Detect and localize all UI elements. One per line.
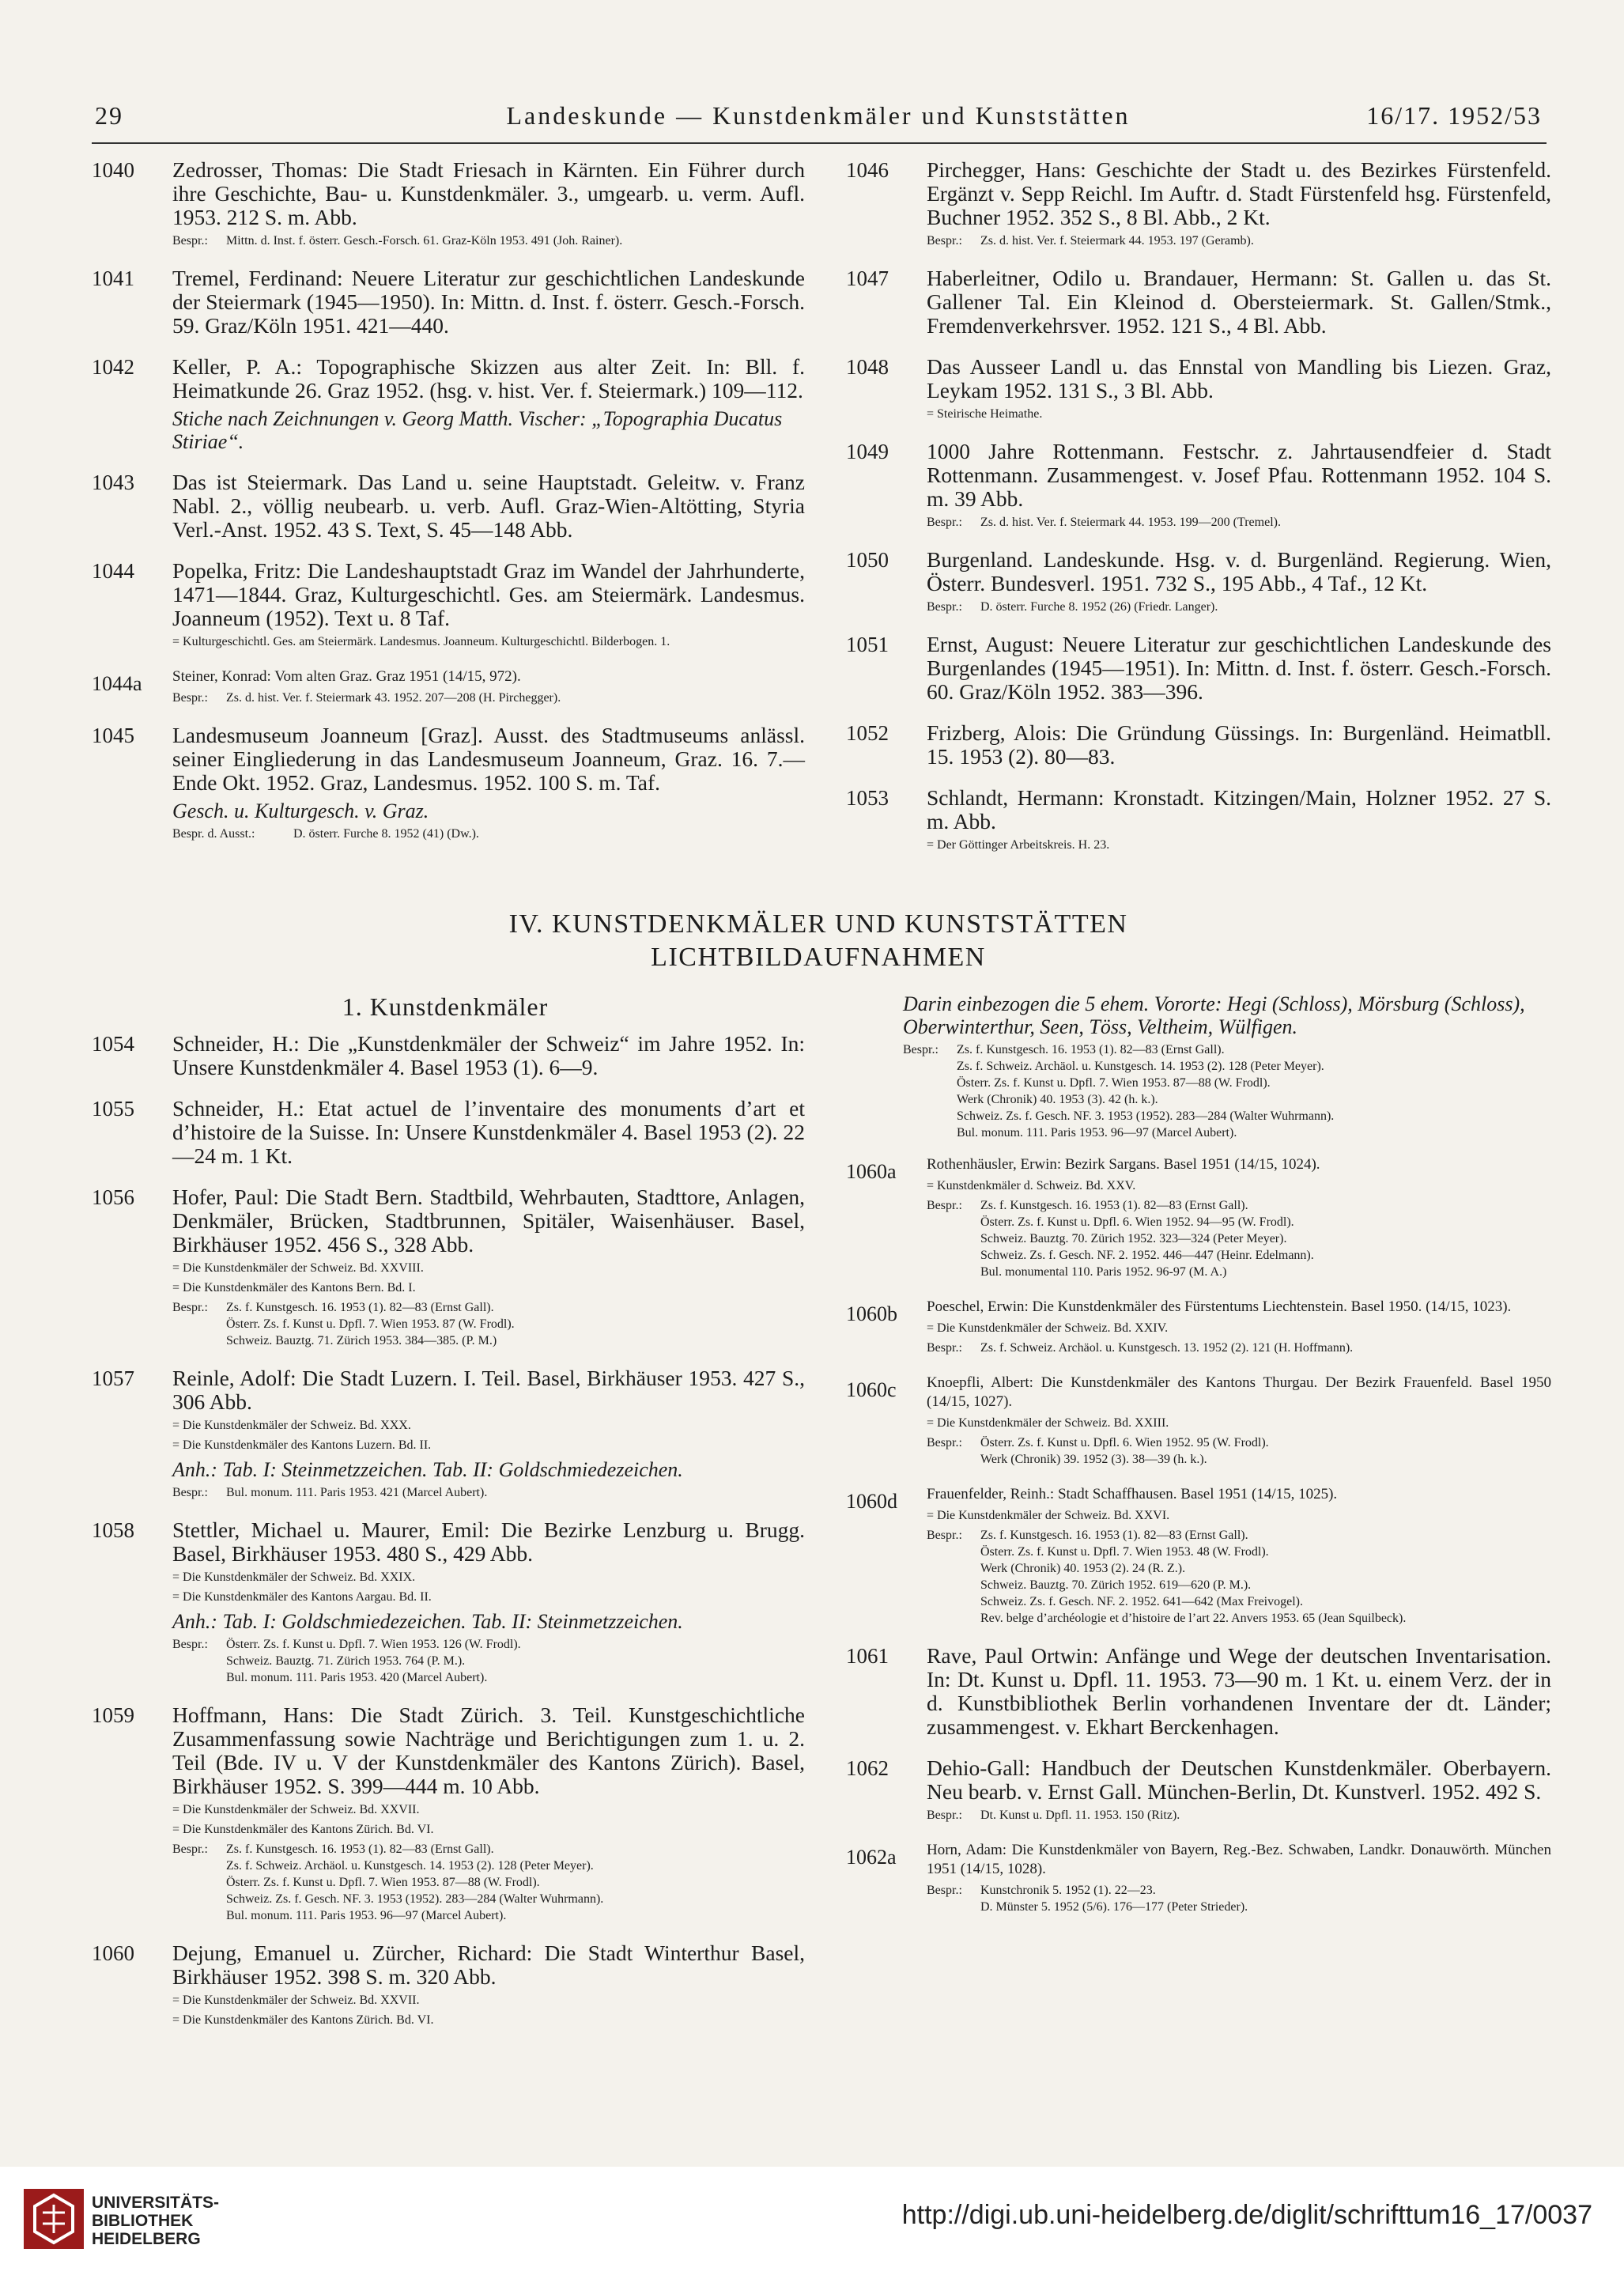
review-text: Zs. d. hist. Ver. f. Steiermark 44. 1953. 199—200 (Tremel). <box>980 516 1281 529</box>
bibliography-entry <box>85 1097 805 1168</box>
entry-number: 1053 <box>846 786 889 810</box>
bibliography-entry <box>840 266 1551 338</box>
entry-review <box>172 690 805 706</box>
series-note: = Der Göttinger Arbeitskreis. H. 23. <box>927 838 1110 852</box>
column-bottom-left <box>85 1032 805 2046</box>
bibliography-entry <box>840 1374 1551 1468</box>
entry-number: 1044a <box>92 672 142 695</box>
bibliography-entry <box>85 471 805 542</box>
entry-number: 1060 <box>92 1941 134 1965</box>
series-note: = Die Kunstdenkmäler der Schweiz. Bd. XXVII. <box>172 1994 420 2007</box>
running-title: Landeskunde — Kunstdenkmäler und Kunststätten <box>506 101 1131 130</box>
bibliography-entry <box>85 158 805 249</box>
review-text: Österr. Zs. f. Kunst u. Dpfl. 6. Wien 1952. 95 (W. Frodl). Werk (Chronik) 39. 1952 (3). 38—39 (h. k.). <box>980 1436 1269 1466</box>
bibliography-entry <box>840 355 1551 422</box>
entry-number: 1060a <box>846 1160 897 1183</box>
entry-review <box>172 826 805 842</box>
bibliography-entry <box>840 1644 1551 1739</box>
review-text: Zs. f. Kunstgesch. 16. 1953 (1). 82—83 (Ernst Gall). Österr. Zs. f. Kunst u. Dpfl. 7. Wien 1953. 48 (W. Frodl). Werk (Chronik) 40. 1953 (2). 24 (R. Z.). Schweiz. Bauztg. 70. Zürich 1952. 619—620 (P. M.). Schweiz. Zs. f. Gesch. NF. 2. 1952. 641—642 (Max Freivogel). Rev. belge d’archéologie et d’histoire de l’art 22. Anvers 1953. 65 (Jean Squilbeck). <box>980 1529 1407 1625</box>
section-subtitle: LICHTBILDAUFNAHMEN <box>651 943 986 972</box>
series-note: = Die Kunstdenkmäler des Kantons Zürich. Bd. VI. <box>172 1823 434 1836</box>
bibliography-entry <box>85 1518 805 1686</box>
entry-text: Tremel, Ferdinand: Neuere Literatur zur geschichtlichen Landeskunde der Steiermark (1945—1950). In: Mittn. d. Inst. f. österr. Gesch.-Forsch. 59. Graz/Köln 1951. 421—440. <box>172 266 805 338</box>
bibliography-entry <box>840 633 1551 704</box>
entry-review <box>927 599 1551 615</box>
entry-number: 1060d <box>846 1490 897 1513</box>
entry-review <box>927 1807 1551 1824</box>
entry-text: Hoffmann, Hans: Die Stadt Zürich. 3. Teil. Kunstgeschichtliche Zusammenfassung sowie Nachträge und Berichtigungen zum 1. u. 2. Teil (Bde. IV u. V der Kunstdenkmäler des Kantons Zürich). Basel, Birkhäuser 1952. S. 399—444 m. 10 Abb. <box>172 1703 805 1798</box>
bibliography-entry <box>840 721 1551 769</box>
bibliography-entry <box>85 266 805 338</box>
entry-text: Dehio-Gall: Handbuch der Deutschen Kunstdenkmäler. Oberbayern. Neu bearb. v. Ernst Gall. München-Berlin, Dt. Kunstverl. 1952. 492 S. <box>927 1756 1551 1804</box>
column-bottom-right <box>840 992 1551 1933</box>
entry-text: Landesmuseum Joanneum [Graz]. Ausst. des Stadtmuseums anlässl. seiner Eingliederung in das Landesmuseum Joanneum, Graz. 16. 7.—Ende Okt. 1952. Graz, Landesmus. 1952. 100 S. m. Taf. <box>172 723 805 795</box>
review-prefix: Bespr.: <box>927 1884 962 1897</box>
entry-number: 1044 <box>92 559 134 583</box>
review-text: Zs. f. Schweiz. Archäol. u. Kunstgesch. 13. 1952 (2). 121 (H. Hoffmann). <box>980 1341 1354 1355</box>
entry-number: 1043 <box>92 471 134 494</box>
review-prefix: Bespr.: <box>172 234 208 248</box>
entry-text: 1000 Jahre Rottenmann. Festschr. z. Jahrtausendfeier d. Stadt Rottenmann. Zusammengest. v. Josef Pfau. Rottenmann 1952. 104 S. m. 39 Abb. <box>927 439 1551 511</box>
review-text: Zs. f. Kunstgesch. 16. 1953 (1). 82—83 (Ernst Gall). Zs. f. Schweiz. Archäol. u. Kunstgesch. 14. 1953 (2). 128 (Peter Meyer). Österr. Zs. f. Kunst u. Dpfl. 7. Wien 1953. 87—88 (W. Frodl). Schweiz. Zs. f. Gesch. NF. 3. 1953 (1952). 283—284 (Walter Wuhrmann). Bul. monum. 111. Paris 1953. 96—97 (Marcel Aubert). <box>226 1842 604 1922</box>
entry-italic-note: Darin einbezogen die 5 ehem. Vororte: Hegi (Schloss), Mörsburg (Schloss), Oberwinterthur, Seen, Töss, Veltheim, Wülfigen. <box>903 992 1525 1038</box>
series-note: = Steirische Heimathe. <box>927 407 1043 421</box>
entry-text: Rave, Paul Ortwin: Anfänge und Wege der deutschen Inventarisation. In: Dt. Kunst u. Dpfl. 11. 1953. 73—90 m. 1 Kt. u. einem Verz. der in d. Kunstbibliothek Berlin vorhandenen Inventare der dt. Länder; zusammengest. v. Ekhart Berckenhagen. <box>927 1643 1551 1739</box>
series-note: = Kulturgeschichtl. Ges. am Steiermärk. Landesmus. Joanneum. Kulturgeschichtl. Bilderbogen. 1. <box>172 635 670 648</box>
entry-number: 1057 <box>92 1366 134 1390</box>
entry-number: 1058 <box>92 1518 134 1542</box>
review-text: D. österr. Furche 8. 1952 (41) (Dw.). <box>293 827 479 841</box>
bibliography-entry <box>85 1941 805 2028</box>
entry-text: Poeschel, Erwin: Die Kunstdenkmäler des Fürstentums Liechtenstein. Basel 1950. (14/15, 1023). <box>927 1298 1512 1315</box>
review-prefix: Bespr.: <box>903 1043 939 1056</box>
bibliography-entry <box>85 1703 805 1924</box>
bibliography-entry <box>840 786 1551 853</box>
header-rule <box>92 142 1547 144</box>
entry-italic-note: Stiche nach Zeichnungen v. Georg Matth. Vischer: „Topographia Ducatus Stiriae“. <box>172 407 783 453</box>
entry-review <box>927 1882 1551 1915</box>
entry-text: Schneider, H.: Etat actuel de l’inventaire des monuments d’art et d’histoire de la Suisse. In: Unsere Kunstdenkmäler 4. Basel 1953 (2). 22—24 m. 1 Kt. <box>172 1096 805 1168</box>
entry-text: Frauenfelder, Reinh.: Stadt Schaffhausen. Basel 1951 (14/15, 1025). <box>927 1486 1338 1502</box>
series-note: = Die Kunstdenkmäler der Schweiz. Bd. XXX. <box>172 1419 411 1432</box>
review-text: Zs. d. hist. Ver. f. Steiermark 43. 1952. 207—208 (H. Pirchegger). <box>226 691 561 705</box>
entry-text: Reinle, Adolf: Die Stadt Luzern. I. Teil. Basel, Birkhäuser 1953. 427 S., 306 Abb. <box>172 1366 805 1414</box>
review-prefix: Bespr.: <box>172 691 208 705</box>
series-note: = Die Kunstdenkmäler der Schweiz. Bd. XXVI. <box>927 1509 1170 1522</box>
entry-text: Haberleitner, Odilo u. Brandauer, Hermann: St. Gallen u. das St. Gallener Tal. Ein Kleinod d. Obersteiermark. St. Gallen/Stmk., Fremdenverkehrsver. 1952. 121 S., 4 Bl. Abb. <box>927 266 1551 338</box>
bibliography-entry <box>85 724 805 842</box>
entry-number: 1051 <box>846 633 889 656</box>
bibliography-entry <box>85 667 805 706</box>
entry-text: Das ist Steiermark. Das Land u. seine Hauptstadt. Geleitw. v. Franz Nabl. 2., völlig neubearb. u. verb. Aufl. Graz-Wien-Altötting, Styria Verl.-Anst. 1952. 43 S. Text, S. 45—148 Abb. <box>172 470 805 542</box>
entry-italic-note: Gesch. u. Kulturgesch. v. Graz. <box>172 799 429 822</box>
entry-review <box>172 1299 805 1349</box>
continued-entry <box>840 992 1551 1141</box>
entry-text: Das Ausseer Landl u. das Ennstal von Mandling bis Liezen. Graz, Leykam 1952. 131 S., 3 Bl. Abb. <box>927 354 1551 403</box>
entry-review <box>172 1636 805 1686</box>
entry-review <box>927 1197 1551 1280</box>
bibliography-entry <box>85 1032 805 1079</box>
review-prefix: Bespr.: <box>172 1842 208 1856</box>
entry-review <box>172 1841 805 1924</box>
entry-review <box>927 1434 1551 1468</box>
series-note: = Die Kunstdenkmäler des Kantons Bern. Bd. I. <box>172 1281 416 1294</box>
entry-review <box>927 1527 1551 1627</box>
review-prefix: Bespr.: <box>927 1341 962 1355</box>
entry-number: 1052 <box>846 721 889 745</box>
bibliography-entry <box>840 1485 1551 1627</box>
review-prefix: Bespr.: <box>927 1529 962 1542</box>
series-note: = Die Kunstdenkmäler des Kantons Luzern. Bd. II. <box>172 1438 432 1452</box>
column-top-right <box>840 158 1551 871</box>
review-text: Österr. Zs. f. Kunst u. Dpfl. 7. Wien 1953. 126 (W. Frodl). Schweiz. Bauztg. 71. Zürich 1953. 764 (P. M.). Bul. monum. 111. Paris 1953. 420 (Marcel Aubert). <box>226 1638 521 1684</box>
entry-text: Popelka, Fritz: Die Landeshauptstadt Graz im Wandel der Jahrhunderte, 1471—1844. Graz, Kulturgeschichtl. Ges. am Steiermärk. Landesmus. Joanneum (1952). Text u. 8 Taf. <box>172 558 805 630</box>
series-note: = Die Kunstdenkmäler der Schweiz. Bd. XXVIII. <box>172 1261 424 1275</box>
bibliography-entry <box>85 559 805 650</box>
university-library-logo-icon <box>24 2189 84 2249</box>
bibliography-entry <box>840 1155 1551 1280</box>
digitization-footer <box>0 2167 1624 2279</box>
entry-number: 1046 <box>846 158 889 182</box>
series-note: = Kunstdenkmäler d. Schweiz. Bd. XXV. <box>927 1179 1136 1192</box>
review-text: Dt. Kunst u. Dpfl. 11. 1953. 150 (Ritz). <box>980 1808 1180 1822</box>
entry-text: Stettler, Michael u. Maurer, Emil: Die Bezirke Lenzburg u. Brugg. Basel, Birkhäuser 1953. 480 S., 429 Abb. <box>172 1517 805 1566</box>
bibliography-entry <box>85 1366 805 1501</box>
entry-number: 1060c <box>846 1378 897 1401</box>
entry-italic-note: Anh.: Tab. I: Goldschmiedezeichen. Tab. II: Steinmetzzeichen. <box>172 1610 683 1633</box>
review-text: Zs. d. hist. Ver. f. Steiermark 44. 1953. 197 (Geramb). <box>980 234 1254 248</box>
entry-text: Keller, P. A.: Topographische Skizzen aus alter Zeit. In: Bll. f. Heimatkunde 26. Graz 1952. (hsg. v. hist. Ver. f. Steiermark.) 109—112. <box>172 354 805 403</box>
entry-text: Horn, Adam: Die Kunstdenkmäler von Bayern, Reg.-Bez. Schwaben, Landkr. Donauwörth. München 1951 (14/15, 1028). <box>927 1842 1551 1877</box>
entry-text: Schlandt, Hermann: Kronstadt. Kitzingen/Main, Holzner 1952. 27 S. m. Abb. <box>927 785 1551 833</box>
review-prefix: Bespr.: <box>172 1486 208 1499</box>
review-text: Kunstchronik 5. 1952 (1). 22—23. D. Münster 5. 1952 (5/6). 176—177 (Peter Strieder). <box>980 1884 1248 1914</box>
series-note: = Die Kunstdenkmäler der Schweiz. Bd. XXVII. <box>172 1803 420 1816</box>
entry-number: 1056 <box>92 1185 134 1209</box>
entry-text: Schneider, H.: Die „Kunstdenkmäler der Schweiz“ im Jahre 1952. In: Unsere Kunstdenkmäler 4. Basel 1953 (1). 6—9. <box>172 1031 805 1079</box>
entry-text: Steiner, Konrad: Vom alten Graz. Graz 1951 (14/15, 972). <box>172 668 521 685</box>
entry-review <box>927 232 1551 249</box>
subsection-title: 1. Kunstdenkmäler <box>342 992 549 1021</box>
review-text: Zs. f. Kunstgesch. 16. 1953 (1). 82—83 (Ernst Gall). Zs. f. Schweiz. Archäol. u. Kunstgesch. 14. 1953 (2). 128 (Peter Meyer). Österr. Zs. f. Kunst u. Dpfl. 7. Wien 1953. 87—88 (W. Frodl). Werk (Chronik) 40. 1953 (3). 42 (h. k.). Schweiz. Zs. f. Gesch. NF. 3. 1953 (1952). 283—284 (Walter Wuhrmann). Bul. monum. 111. Paris 1953. 96—97 (Marcel Aubert). <box>957 1043 1335 1140</box>
entry-text: Knoepfli, Albert: Die Kunstdenkmäler des Kantons Thurgau. Der Bezirk Frauenfeld. Basel 1950 (14/15, 1027). <box>927 1374 1551 1410</box>
review-prefix: Bespr.: <box>927 1808 962 1822</box>
entry-text: Zedrosser, Thomas: Die Stadt Friesach in Kärnten. Ein Führer durch ihre Geschichte, Bau- u. Kunstdenkmäler. 3., umgearb. u. verm. Aufl. 1953. 212 S. m. Abb. <box>172 157 805 229</box>
review-prefix: Bespr.: <box>172 1638 208 1651</box>
entry-number: 1055 <box>92 1097 134 1121</box>
source-url-link[interactable]: http://digi.ub.uni-heidelberg.de/diglit/schrifttum16_17/0037 <box>901 2200 1592 2230</box>
entry-review <box>927 1340 1551 1356</box>
entry-number: 1054 <box>92 1032 134 1056</box>
library-name: UNIVERSITÄTS- BIBLIOTHEK HEIDELBERG <box>92 2194 220 2248</box>
running-header <box>95 101 1542 141</box>
entry-text: Hofer, Paul: Die Stadt Bern. Stadtbild, Wehrbauten, Stadttore, Anlagen, Denkmäler, Brücken, Stadtbrunnen, Spitäler, Waisenhäuser. Basel, Birkhäuser 1952. 456 S., 328 Abb. <box>172 1185 805 1257</box>
entry-number: 1059 <box>92 1703 134 1727</box>
entry-text: Rothenhäusler, Erwin: Bezirk Sargans. Basel 1951 (14/15, 1024). <box>927 1156 1320 1173</box>
entry-number: 1042 <box>92 355 134 379</box>
entry-review <box>172 1484 805 1501</box>
entry-number: 1040 <box>92 158 134 182</box>
review-prefix: Bespr.: <box>927 1199 962 1212</box>
bibliography-entry <box>840 548 1551 615</box>
review-prefix: Bespr.: <box>172 1301 208 1314</box>
review-prefix: Bespr.: <box>927 600 962 614</box>
series-note: = Die Kunstdenkmäler der Schweiz. Bd. XXIV. <box>927 1321 1169 1335</box>
entry-italic-note: Anh.: Tab. I: Steinmetzzeichen. Tab. II: Goldschmiedezeichen. <box>172 1458 683 1481</box>
bibliography-entry <box>85 355 805 453</box>
entry-number: 1047 <box>846 266 889 290</box>
review-text: Mittn. d. Inst. f. österr. Gesch.-Forsch. 61. Graz-Köln 1953. 491 (Joh. Rainer). <box>226 234 623 248</box>
review-prefix: Bespr.: <box>927 1436 962 1449</box>
entry-text: Ernst, August: Neuere Literatur zur geschichtlichen Landeskunde des Burgenlandes (1945—1951). In: Mittn. d. Inst. f. österr. Gesch.-Forsch. 60. Graz/Köln 1952. 383—396. <box>927 632 1551 704</box>
entry-number: 1041 <box>92 266 134 290</box>
review-prefix: Bespr.: <box>927 516 962 529</box>
column-top-left <box>85 158 805 860</box>
review-text: D. österr. Furche 8. 1952 (26) (Friedr. Langer). <box>980 600 1218 614</box>
entry-review <box>172 232 805 249</box>
bibliography-entry <box>85 1185 805 1349</box>
bibliography-entry <box>840 440 1551 531</box>
entry-number: 1060b <box>846 1302 897 1325</box>
series-note: = Die Kunstdenkmäler des Kantons Aargau. Bd. II. <box>172 1590 432 1604</box>
entry-text: Pirchegger, Hans: Geschichte der Stadt u. des Bezirkes Fürstenfeld. Ergänzt v. Sepp Reichl. Im Auftr. d. Stadt Fürstenfeld hsg. Fürstenfeld, Buchner 1952. 352 S., 8 Bl. Abb., 2 Kt. <box>927 157 1551 229</box>
entry-number: 1062 <box>846 1756 889 1780</box>
entry-number: 1048 <box>846 355 889 379</box>
volume-years: 16/17. 1952/53 <box>1366 101 1542 130</box>
series-note: = Die Kunstdenkmäler der Schweiz. Bd. XXIII. <box>927 1416 1169 1430</box>
series-note: = Die Kunstdenkmäler der Schweiz. Bd. XXIX. <box>172 1570 416 1584</box>
entry-number: 1045 <box>92 724 134 747</box>
entry-number: 1061 <box>846 1644 889 1668</box>
bibliography-entry <box>840 1756 1551 1824</box>
entry-review <box>903 1041 1551 1141</box>
entry-number: 1049 <box>846 440 889 463</box>
review-prefix: Bespr. d. Ausst.: <box>172 827 255 841</box>
series-note: = Die Kunstdenkmäler des Kantons Zürich. Bd. VI. <box>172 2013 434 2027</box>
review-text: Zs. f. Kunstgesch. 16. 1953 (1). 82—83 (Ernst Gall). Österr. Zs. f. Kunst u. Dpfl. 6. Wien 1952. 94—95 (W. Frodl). Schweiz. Bauztg. 70. Zürich 1952. 323—324 (Peter Meyer). Schweiz. Zs. f. Gesch. NF. 2. 1952. 446—447 (Heinr. Edelmann). Bul. monumental 110. Paris 1952. 96-97 (M. A.) <box>980 1199 1314 1279</box>
page-number: 29 <box>95 101 123 130</box>
review-text: Zs. f. Kunstgesch. 16. 1953 (1). 82—83 (Ernst Gall). Österr. Zs. f. Kunst u. Dpfl. 7. Wien 1953. 87 (W. Frodl). Schweiz. Bauztg. 71. Zürich 1953. 384—385. (P. M.) <box>226 1301 515 1347</box>
entry-review <box>927 514 1551 531</box>
bibliography-entry <box>840 1298 1551 1356</box>
review-text: Bul. monum. 111. Paris 1953. 421 (Marcel Aubert). <box>226 1486 488 1499</box>
entry-number: 1062a <box>846 1846 897 1869</box>
entry-text: Frizberg, Alois: Die Gründung Güssings. In: Burgenländ. Heimatbll. 15. 1953 (2). 80—83. <box>927 720 1551 769</box>
bibliography-entry <box>840 1841 1551 1915</box>
review-prefix: Bespr.: <box>927 234 962 248</box>
entry-number: 1050 <box>846 548 889 572</box>
entry-text: Dejung, Emanuel u. Zürcher, Richard: Die Stadt Winterthur Basel, Birkhäuser 1952. 398 S. m. 320 Abb. <box>172 1941 805 1989</box>
bibliography-entry <box>840 158 1551 249</box>
section-title: IV. KUNSTDENKMÄLER UND KUNSTSTÄTTEN <box>508 909 1128 939</box>
entry-text: Burgenland. Landeskunde. Hsg. v. d. Burgenländ. Regierung. Wien, Österr. Bundesverl. 1951. 732 S., 195 Abb., 4 Taf., 12 Kt. <box>927 547 1551 595</box>
